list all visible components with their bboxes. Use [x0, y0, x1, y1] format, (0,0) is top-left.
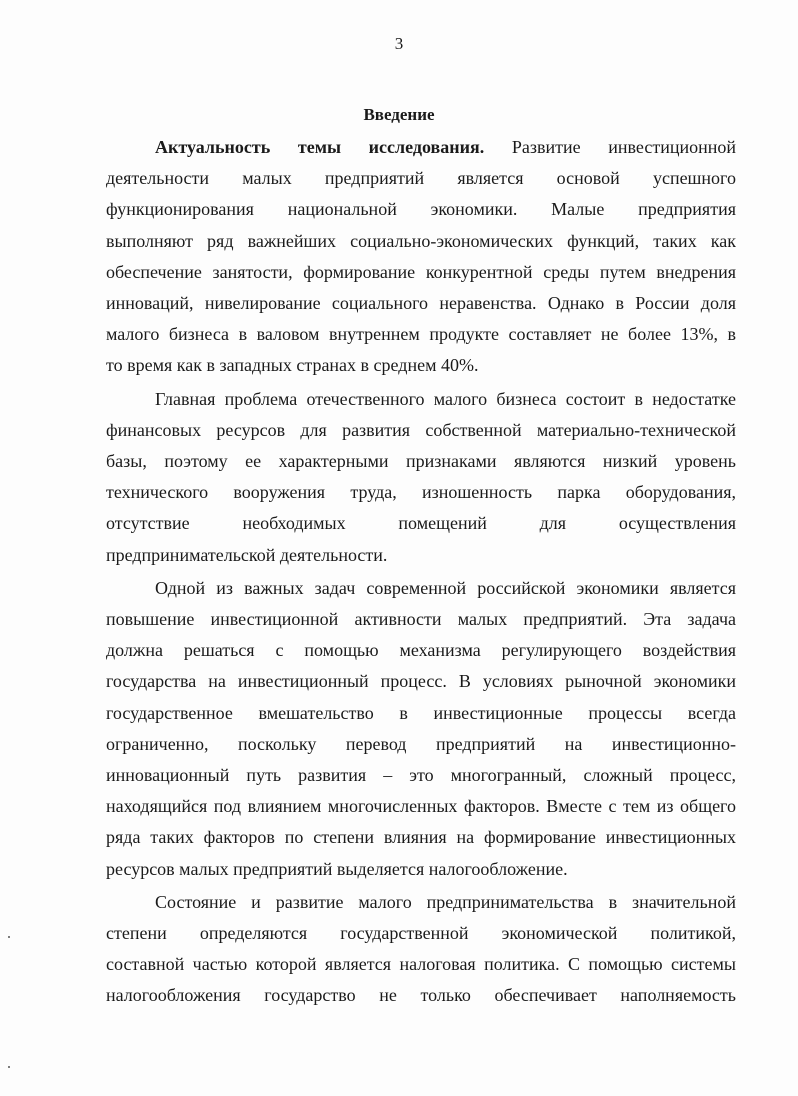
- text-line: инновационный путь развития – это многогранный, сложный процесс,: [106, 765, 736, 786]
- text-line: базы, поэтому ее характерными признаками являются низкий уровень: [106, 451, 736, 472]
- paragraph-main-problem: [106, 384, 736, 571]
- paragraph-lead: Актуальность темы исследования.: [155, 137, 485, 157]
- text-line: степени определяются государственной экономической политикой,: [106, 923, 736, 944]
- text-line: должна решаться с помощью механизма регулирующего воздействия: [106, 640, 736, 661]
- page-number: 3: [394, 34, 404, 53]
- text-line: ресурсов малых предприятий выделяется налогообложение.: [106, 858, 568, 879]
- text-line: отсутствие необходимых помещений для осуществления: [106, 513, 736, 534]
- paragraph-tax-policy: [106, 887, 736, 1012]
- text-line: обеспечение занятости, формирование конкурентной среды путем внедрения: [106, 261, 736, 282]
- paragraph-investment-activity: [106, 573, 736, 885]
- paragraph-relevance: [106, 132, 736, 382]
- text-line: находящийся под влиянием многочисленных факторов. Вместе с тем из общего: [106, 796, 736, 817]
- text-line: Актуальность темы исследования. Развитие инвестиционной: [155, 137, 736, 157]
- scan-speck: [8, 936, 10, 938]
- text-line: деятельности малых предприятий является основой успешного: [106, 168, 736, 189]
- text-line: функционирования национальной экономики. Малые предприятия: [106, 199, 736, 220]
- text-line: государственное вмешательство в инвестиционные процессы всегда: [106, 702, 736, 723]
- text-line: выполняют ряд важнейших социально-экономических функций, таких как: [106, 230, 736, 251]
- text-line: ряда таких факторов по степени влияния на формирование инвестиционных: [106, 827, 736, 848]
- body-text: [106, 132, 736, 1012]
- section-heading: Введение: [363, 105, 435, 124]
- text-line: малого бизнеса в валовом внутреннем продукте составляет не более 13%, в: [106, 324, 736, 345]
- text-line: инноваций, нивелирование социального неравенства. Однако в России доля: [106, 293, 736, 314]
- text-line: ограниченно, поскольку перевод предприятий на инвестиционно-: [106, 733, 736, 754]
- text-line: повышение инвестиционной активности малых предприятий. Эта задача: [106, 609, 736, 630]
- text-line: то время как в западных странах в среднем 40%.: [106, 355, 479, 376]
- text-line: составной частью которой является налоговая политика. С помощью системы: [106, 954, 736, 975]
- text-line: предпринимательской деятельности.: [106, 544, 388, 565]
- text-line: технического вооружения труда, изношенность парка оборудования,: [106, 482, 736, 503]
- text-line: финансовых ресурсов для развития собственной материально-технической: [106, 419, 736, 440]
- scan-speck: [8, 1066, 10, 1068]
- text-line: Одной из важных задач современной российской экономики является: [155, 577, 736, 598]
- text-line: Главная проблема отечественного малого бизнеса состоит в недостатке: [155, 388, 736, 409]
- text-line: налогообложения государство не только обеспечивает наполняемость: [106, 985, 736, 1006]
- text-line: Состояние и развитие малого предпринимательства в значительной: [155, 891, 736, 912]
- text-line: государства на инвестиционный процесс. В условиях рыночной экономики: [106, 671, 736, 692]
